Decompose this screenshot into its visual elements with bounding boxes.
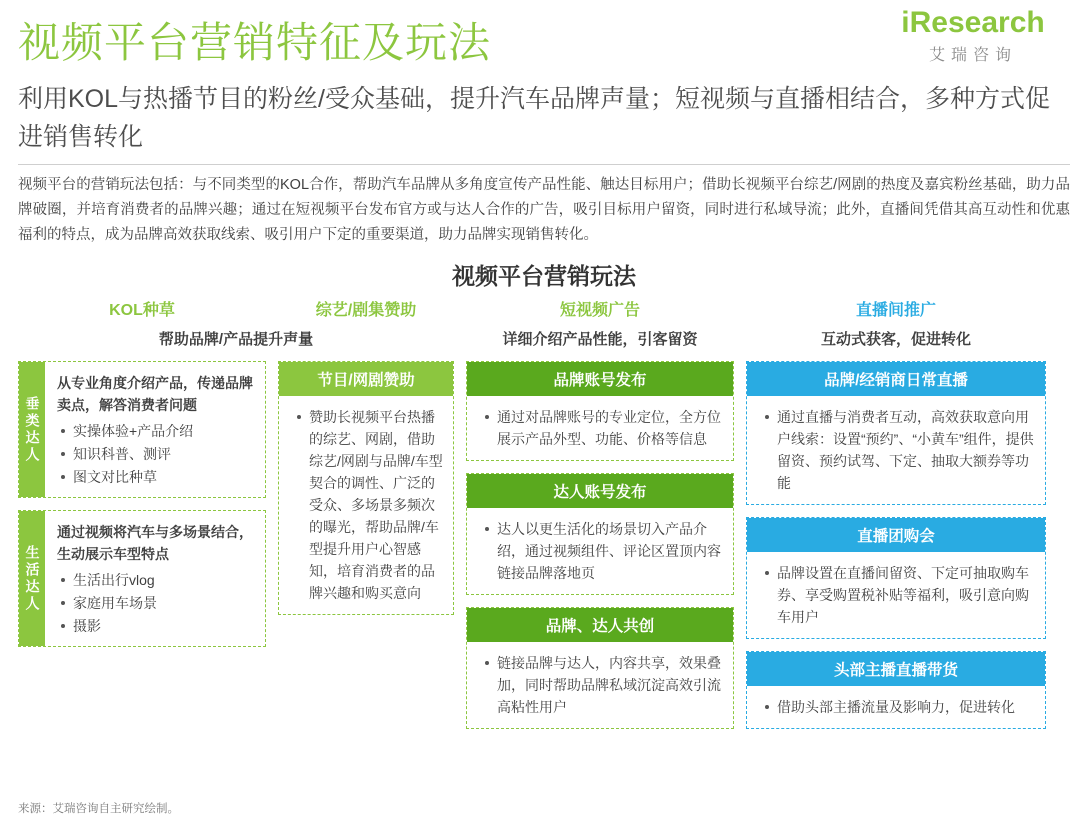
card-head-top-streamer-live: 头部主播直播带货 <box>747 652 1045 686</box>
card-side-label-lifestyle: 生活达人 <box>19 511 45 646</box>
column-desc-live <box>746 328 1046 359</box>
iresearch-logo <box>878 6 1068 65</box>
list-item: 达人以更生活化的场景切入产品介绍，通过视频组件、评论区置顶内容链接品牌落地页 <box>497 518 723 584</box>
card-influencer-account <box>466 473 734 595</box>
card-head-daily-live: 品牌/经销商日常直播 <box>747 362 1045 396</box>
card-body-influencer-account <box>467 508 733 594</box>
card-body-group-buy-live <box>747 552 1045 638</box>
column-shortvideo <box>466 361 734 741</box>
column-headers <box>18 297 1070 328</box>
column-live <box>746 361 1046 741</box>
card-list-brand-account <box>481 406 723 450</box>
page-title: 视频平台营销特征及玩法 <box>18 19 492 66</box>
content-columns <box>18 361 1070 741</box>
card-top-streamer-live <box>746 651 1046 729</box>
logo-wordmark <box>878 6 1068 40</box>
card-list-lifestyle <box>57 569 255 637</box>
column-descriptions <box>18 328 1070 359</box>
list-item: 摄影 <box>73 615 255 637</box>
list-item: 借助头部主播流量及影响力，促进转化 <box>777 696 1035 718</box>
column-description-live: 互动式获客，促进转化 <box>820 331 971 348</box>
source-note: 来源：艾瑞咨询自主研究绘制。 <box>18 803 179 815</box>
card-lead-lifestyle: 通过视频将汽车与多场景结合，生动展示车型特点 <box>57 524 253 562</box>
card-list-influencer-account <box>481 518 723 584</box>
card-brand-account <box>466 361 734 461</box>
column-desc-shortvideo <box>466 328 734 359</box>
column-variety <box>278 361 454 741</box>
list-item: 通过对品牌账号的专业定位，全方位展示产品外型、功能、价格等信息 <box>497 406 723 450</box>
card-lead-expert: 从专业角度介绍产品，传递品牌卖点，解答消费者问题 <box>57 375 253 413</box>
card-vertical-expert <box>18 361 266 498</box>
column-category-kol: KOL种草 <box>109 302 175 319</box>
column-header-live <box>746 297 1046 328</box>
column-desc-kol-variety <box>18 328 454 359</box>
card-body-expert <box>45 362 265 497</box>
card-body-daily-live <box>747 396 1045 504</box>
card-body-top-streamer-live <box>747 686 1045 728</box>
card-cocreation <box>466 607 734 729</box>
column-header-shortvideo <box>466 297 734 328</box>
card-body-lifestyle <box>45 511 265 646</box>
list-item: 通过直播与消费者互动，高效获取意向用户线索：设置“预约”、“小黄车”组件，提供留资、预约试驾、下定、抽取大额券等功能 <box>777 406 1035 494</box>
column-category-shortvideo: 短视频广告 <box>559 302 640 319</box>
intro-paragraph: 视频平台的营销玩法包括：与不同类型的KOL合作，帮助汽车品牌从多角度宣传产品性能、触达目标用户；借助长视频平台综艺/网剧的热度及嘉宾粉丝基础，助力品牌破圈，并培育消费者的品牌兴趣；通过在短视频平台发布官方或与达人合作的广告，吸引目标用户留资，同时进行私域导流；此外，直播间凭借其高互动性和优惠福利的特点，成为品牌高效获取线索、吸引用户下定的重要渠道，助力品牌实现销售转化。 <box>18 177 1070 243</box>
list-item: 品牌设置在直播间留资、下定可抽取购车券、享受购置税补贴等福利，吸引意向购车用户 <box>777 562 1035 628</box>
list-item: 赞助长视频平台热播的综艺、网剧，借助综艺/网剧与品牌/车型契合的调性、广泛的受众、多场景多频次的曝光，帮助品牌/车型提升用户心智感知，培育消费者的品牌兴趣和购买意向 <box>309 406 443 604</box>
card-head-variety: 节目/网剧赞助 <box>279 362 453 396</box>
list-item: 知识科普、测评 <box>73 443 255 465</box>
column-category-live: 直播间推广 <box>855 302 936 319</box>
list-item: 链接品牌与达人，内容共享，效果叠加，同时帮助品牌私域沉淀高效引流高粘性用户 <box>497 652 723 718</box>
logo-letter-i: i <box>901 6 910 39</box>
card-head-brand-account: 品牌账号发布 <box>467 362 733 396</box>
card-body-variety <box>279 396 453 614</box>
column-kol <box>18 361 266 741</box>
card-list-variety <box>293 406 443 604</box>
list-item: 家庭用车场景 <box>73 592 255 614</box>
column-header-kol <box>18 297 266 328</box>
card-list-daily-live <box>761 406 1035 494</box>
logo-word-research: Research <box>909 6 1045 39</box>
card-vertical-lifestyle <box>18 510 266 647</box>
card-list-cocreation <box>481 652 723 718</box>
card-head-influencer-account: 达人账号发布 <box>467 474 733 508</box>
column-description-shortvideo: 详细介绍产品性能，引客留资 <box>502 331 698 348</box>
card-head-group-buy-live: 直播团购会 <box>747 518 1045 552</box>
column-description-kol: 帮助品牌/产品提升声量 <box>158 331 314 348</box>
header-divider <box>18 164 1070 165</box>
card-side-label-expert: 垂类达人 <box>19 362 45 497</box>
page-header <box>18 0 1070 78</box>
page-subtitle: 利用KOL与热播节目的粉丝/受众基础，提升汽车品牌声量；短视频与直播相结合，多种方式促进销售转化 <box>18 85 1050 151</box>
column-category-variety: 综艺/剧集赞助 <box>315 302 417 319</box>
section-title: 视频平台营销玩法 <box>452 263 636 289</box>
card-list-group-buy-live <box>761 562 1035 628</box>
card-body-brand-account <box>467 396 733 460</box>
list-item: 生活出行vlog <box>73 569 255 591</box>
card-variety-sponsorship <box>278 361 454 615</box>
card-list-top-streamer-live <box>761 696 1035 718</box>
list-item: 实操体验+产品介绍 <box>73 420 255 442</box>
column-header-variety <box>278 297 454 328</box>
card-group-buy-live <box>746 517 1046 639</box>
card-list-expert <box>57 420 255 488</box>
card-head-cocreation: 品牌、达人共创 <box>467 608 733 642</box>
card-body-cocreation <box>467 642 733 728</box>
logo-subtitle: 艾瑞咨询 <box>928 47 1017 64</box>
card-daily-live <box>746 361 1046 505</box>
list-item: 图文对比种草 <box>73 466 255 488</box>
